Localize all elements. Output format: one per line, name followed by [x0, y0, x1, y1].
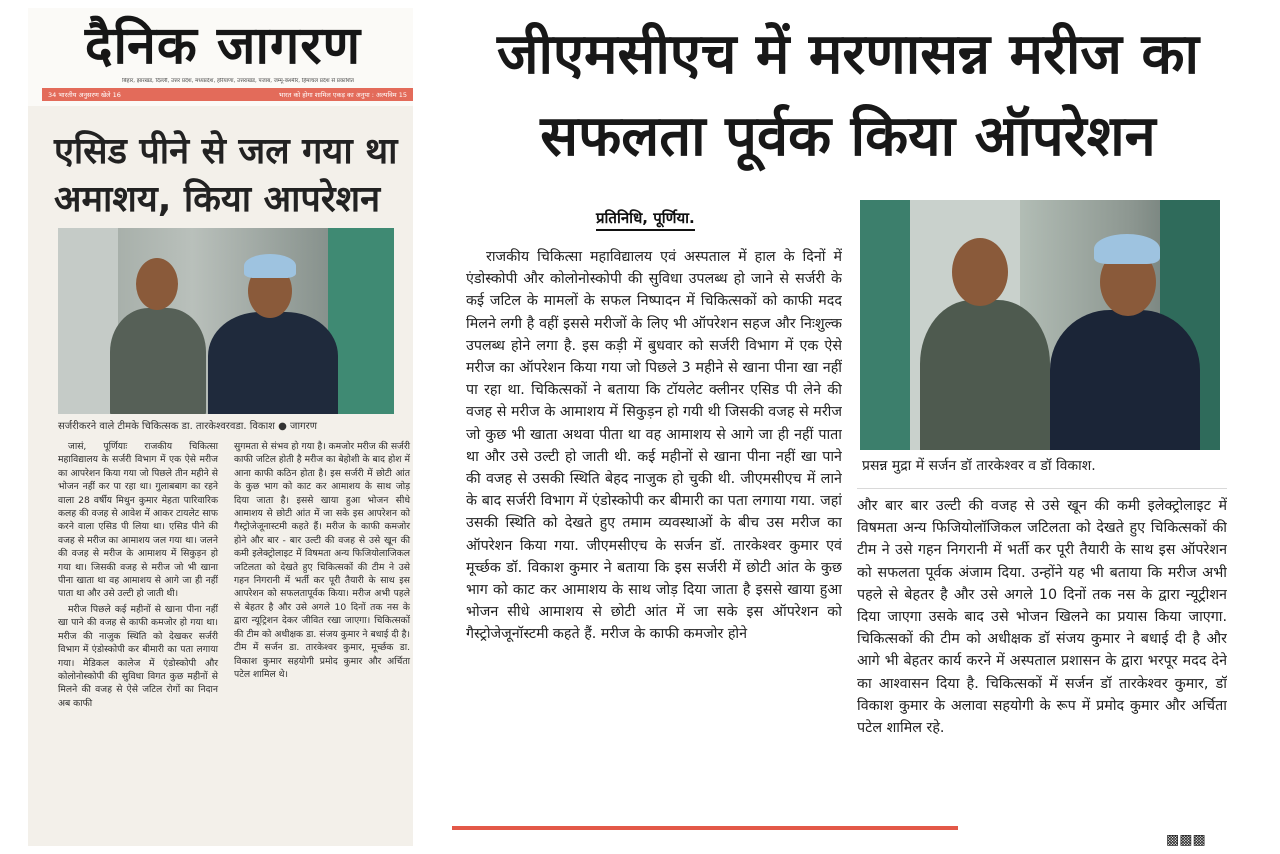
masthead-bar-left: 34 भारतीय अनुसरण खेले 16	[48, 91, 121, 99]
main-column-1	[466, 246, 842, 806]
left-column-2	[234, 440, 410, 683]
red-divider-rule	[452, 826, 958, 830]
main-photo-doctors	[860, 200, 1220, 450]
main-headline: जीएमसीएच में मरणासन्न मरीज का सफलता पूर्वक किया ऑपरेशन	[497, 22, 1199, 169]
left-photo-caption: सर्जरीकरने वाले टीमके चिकित्सक डा. तारकेश्वरवडा. विकाश ● जागरण	[58, 421, 318, 432]
left-column-1	[58, 440, 218, 712]
left-photo-doctors	[58, 228, 394, 414]
main-column-2	[857, 488, 1227, 818]
left-col2-paragraph-1: सुगमता से संभव हो गया है। कमजोर मरीज की सर्जरी काफी जटिल होती है मरीज का बेहोशी के बाद होश में आना काफी कठिन होता है। इस सर्जरी में छोटी आंत के कुछ भाग को काट कर आमाशय के साथ जोड़ दिया जाता है। इससे खाया हुआ भोजन सीधे आमाशय से छोटी आंत में जा सके इस आपरेशन को गैस्ट्रोजेजूनास्टमी कहते हैं। मरीज के काफी कमजोर होने और बार - बार उल्टी की वजह से उसे खून की कमी इलेक्ट्रोलाइट में विषमता अन्य फिजियोलाजिकल जटिलता को देखते हुए चिकित्सकों की टीम ने उसे गहन निगरानी में भर्ती कर पूरी तैयारी के साथ इस आपरेशन को सफलतापूर्वक किया। मरीज अभी पहले से बेहतर है और उसे अगले 10 दिनों तक नस के द्वारा न्यूट्रिशन देकर जीवित रखा जाएगा। चिकित्सकों की टीम को अधीक्षक डा. संजय कुमार ने बधाई दी है। टीम में सर्जन डा. तारकेश्वर कुमार, मूर्च्छक डा. विकाश कुमार सहयोगी प्रमोद कुमार और अर्चिता पटेल शामिल थे।	[234, 441, 410, 680]
masthead-bar	[42, 88, 413, 101]
masthead-bar-right: भारत को होगा शामिल एकड़ का अनुपा : अल्पविम 15	[278, 91, 407, 99]
byline: प्रतिनिधि, पूर्णिया.	[596, 208, 695, 231]
left-newspaper-clipping	[28, 8, 413, 846]
left-headline: एसिड पीने से जल गया था अमाशय, किया आपरेशन	[54, 131, 398, 220]
left-col1-paragraph-1: जासं, पूर्णियाः राजकीय चिकित्सा महाविद्यालय के सर्जरी विभाग में एक ऐसे मरीज का आपरेशन किया गया जो पिछले तीन महीने से भोजन नहीं कर पा रहा था। गुलाबबाग का रहने वाला 28 वर्षीय मिथुन कुमार मेहता पारिवारिक कलह की वजह से आवेश में आकर टायलेट साफ करने वाला एसिड पी लिया था। एसिड पीने की वजह से मरीज का आमाशय जल गया था। जलने की वजह से मरीज के आमाशय में सिकुड़न हो गया था। जिसकी वजह से मरीज जो भी खाना पीना खाता था वह आमाशय से आगे जा ही नहीं पाता था और उसे उल्टी हो जाती थी।	[58, 441, 218, 600]
main-photo-caption: प्रसन्न मुद्रा में सर्जन डॉ तारकेश्वर व डॉ विकाश.	[862, 458, 1096, 474]
masthead-subtitle: बिहार, झारखंड, दिल्ली, उत्तर प्रदेश, मध्यप्रदेश, हरियाणा, उत्तराखंड, पंजाब, जम्मू-कश्मीर, हिमाचल प्रदेश से प्रकाशित	[122, 78, 354, 84]
masthead	[28, 8, 413, 106]
main-col2-text: और बार बार उल्टी की वजह से उसे खून की कमी इलेक्ट्रोलाइट में विषमता अन्य फिजियोलॉजिकल जटिलता को देखते हुए चिकित्सकों की टीम ने उसे गहन निगरानी में भर्ती कर पूरी तैयारी के साथ इस ऑपरेशन को सफलता पूर्वक अंजाम दिया. उन्होंने यह भी बताया कि मरीज अभी पहले से बेहतर है और उसे अगले 10 दिनों तक नस के द्वारा न्यूट्रीशन दिया जाएगा उसके बाद उसे भोजन खिलने का प्रयास किया जाएगा. चिकित्सकों की टीम को अधीक्षक डॉ संजय कुमार ने बधाई दी है और आगे भी बेहतर कार्य करने में अस्पताल प्रशासन के द्वारा भरपूर मदद देने का आश्वासन दिया है. चिकित्सकों में सर्जन डॉ तारकेश्वर कुमार, डॉ विकाश कुमार के अलावा सहयोगी के रूप में प्रमोद कुमार और अर्चिता पटेल शामिल रहे.	[857, 498, 1227, 737]
left-col1-paragraph-2: मरीज पिछले कई महीनों से खाना पीना नहीं खा पाने की वजह से काफी कमजोर हो गया था। मरीज की नाजुक स्थिति को देखकर सर्जरी विभाग में एंडोस्कोपी कर बीमारी का पता लगाया गया। मेडिकल कालेज में एंडोस्कोपी और कोलोनोस्कोपी की सुविधा विगत कुछ महीनों से मिलने की वजह से ऐसे जटिल रोगों का निदान अब काफी	[58, 603, 218, 709]
main-col1-text: राजकीय चिकित्सा महाविद्यालय एवं अस्पताल में हाल के दिनों में एंडोस्कोपी और कोलोनोस्कोपी की सुविधा उपलब्ध हो जाने से सर्जरी के कई जटिल के मामलों के सफल निष्पादन में चिकित्सकों को काफी मदद मिलने लगी है वहीं इससे मरीजों के लिए भी ऑपरेशन सहज और निःशुल्क उपलब्ध होने लगा है. इस कड़ी में बुधवार को सर्जरी विभाग में एक ऐसे मरीज का ऑपरेशन किया गया जो पिछले 3 महीने से खाना पीना खा नहीं पा रहा था. चिकित्सकों ने बताया कि टॉयलेट क्लीनर एसिड पी लेने की वजह से मरीज के आमाशय में सिकुड़न हो गयी थी जिसकी वजह से मरीज जो कुछ भी खाता अथवा पीता था वह आमाशय से आगे जा ही नहीं पाता था और उसे उल्टी हो जाती थी. कई महीनों से खाना पीना नहीं खा पाने की वजह से उसकी स्थिति बेहद नाजुक हो चुकी थी. जीएमसीएच में लाने के बाद सर्जरी विभाग में एंडोस्कोपी कर बीमारी का पता लगाया गया. जहां उसकी स्थिति को देखते हुए तमाम व्यवस्थाओं के बीच उस मरीज का ऑपरेशन किया गया. जीएमसीएच के सर्जन डॉ. तारकेश्वर कुमार एवं मूर्च्छक डॉ. विकाश कुमार ने बताया कि इस सर्जरी में छोटी आंत के कुछ भाग को काट कर आमाशय के साथ जोड़ दिया जाता है इससे खाया हुआ भोजन सीधे आमाशय से छोटी आंत में जा सके इस ऑपरेशन को गैस्ट्रोजेजूनॉस्टमी कहते हैं. मरीज के काफी कमजोर होने	[466, 249, 842, 643]
qr-code-icon: ▩▩▩	[1166, 832, 1206, 848]
masthead-title: दैनिक जागरण	[84, 16, 362, 76]
